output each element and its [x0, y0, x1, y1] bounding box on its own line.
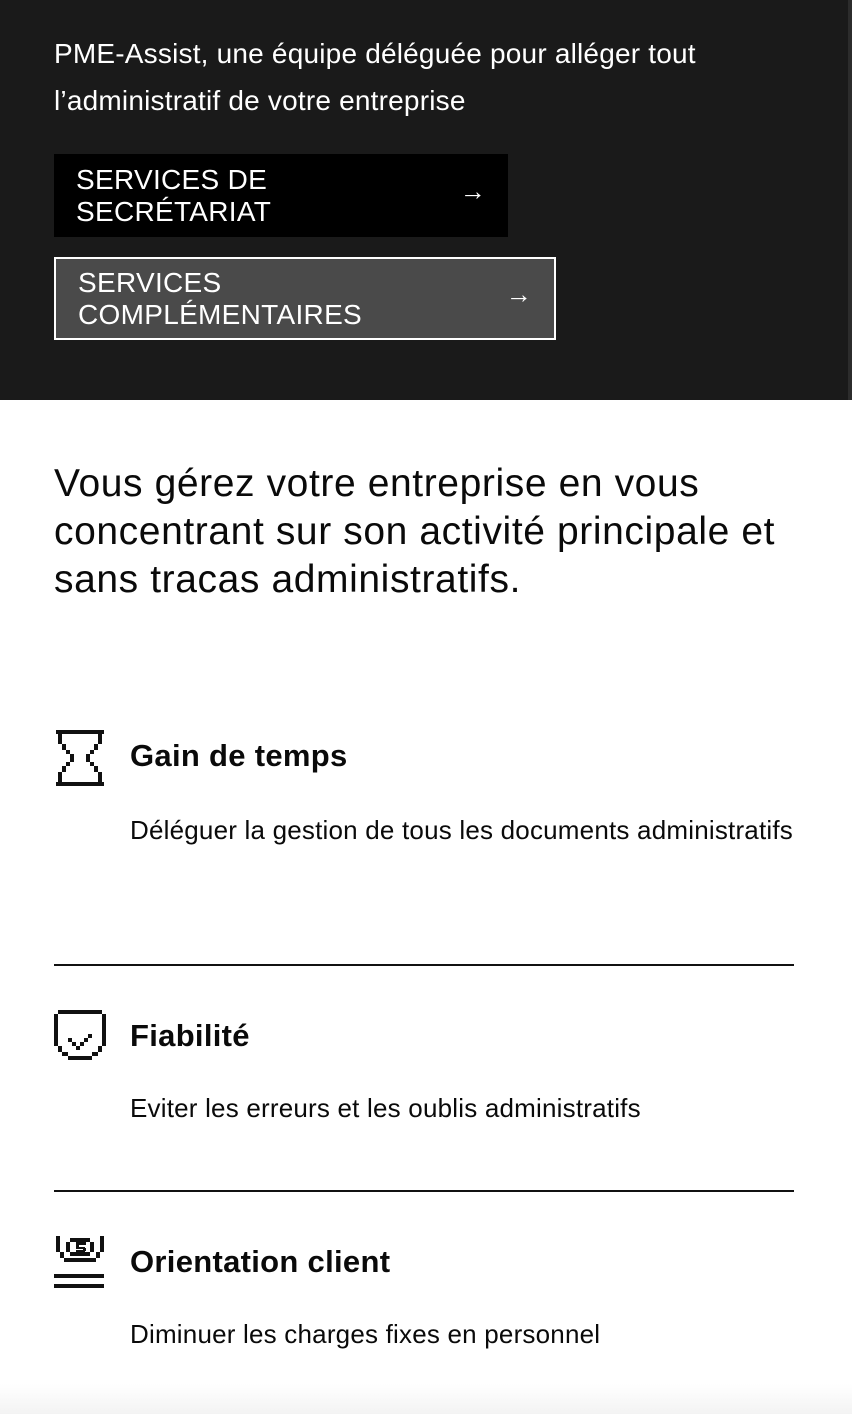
feature-item-time: [54, 730, 794, 930]
secretariat-services-label: SERVICES DE SECRÉTARIAT: [76, 163, 272, 227]
arrow-right-icon: →: [459, 176, 486, 206]
secretariat-services-button[interactable]: [54, 154, 508, 237]
hand-money-icon: [54, 1236, 106, 1292]
complementary-services-label: SERVICES COMPLÉMENTAIRES: [78, 266, 363, 330]
divider: [54, 964, 794, 966]
complementary-services-button[interactable]: [54, 257, 556, 340]
feature-title: Orientation client: [130, 1244, 391, 1279]
shield-check-icon: [54, 1010, 106, 1066]
hero-tagline: PME-Assist, une équipe déléguée pour alléger tout l’administratif de votre entreprise: [54, 38, 696, 116]
feature-description: Diminuer les charges fixes en personnel: [130, 1319, 601, 1349]
scrollbar[interactable]: [848, 0, 852, 400]
divider: [54, 1190, 794, 1192]
feature-description: Déléguer la gestion de tous les documents administratifs: [130, 815, 793, 845]
feature-title: Fiabilité: [130, 1018, 250, 1053]
hourglass-icon: [54, 730, 106, 786]
feature-item-reliability: [54, 1010, 794, 1140]
feature-description: Eviter les erreurs et les oublis administratifs: [130, 1093, 641, 1123]
arrow-right-icon: →: [505, 279, 532, 309]
bottom-fade: [0, 1384, 852, 1414]
hero-section: [0, 0, 852, 400]
intro-heading: Vous gérez votre entreprise en vous concentrant sur son activité principale et sans tracas administratifs.: [54, 462, 776, 601]
feature-title: Gain de temps: [130, 738, 348, 773]
feature-item-client: [54, 1236, 794, 1366]
